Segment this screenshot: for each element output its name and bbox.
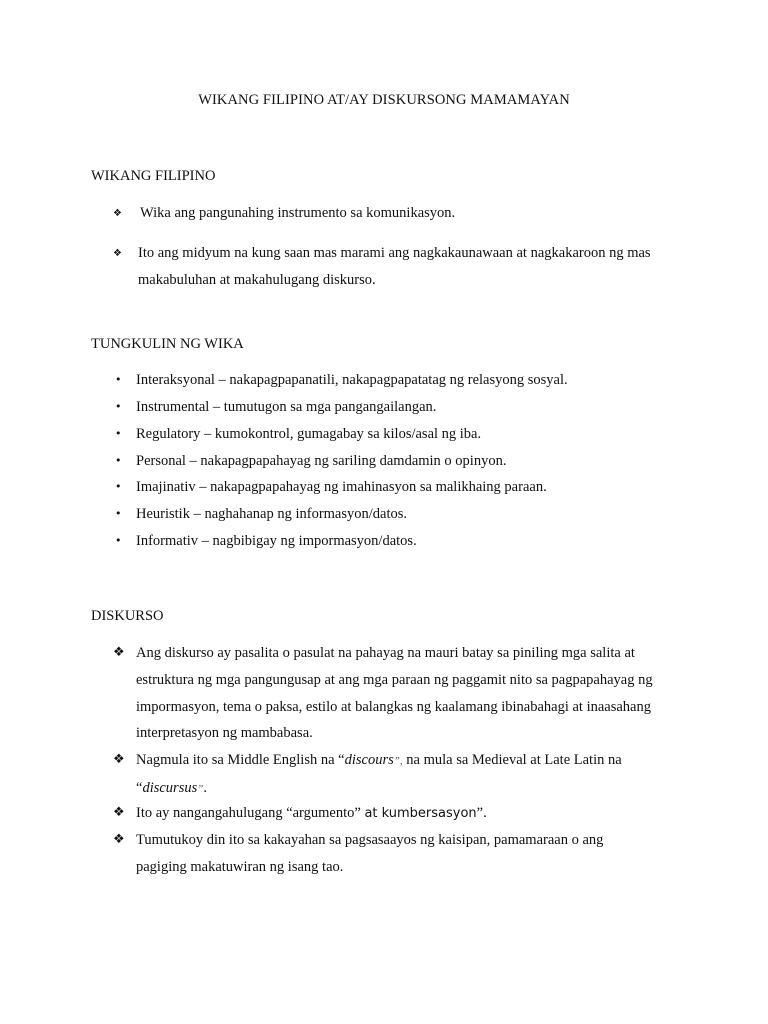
round-dot-bullet-icon: • <box>115 400 122 413</box>
list-item <box>113 448 683 475</box>
list-item-text: estruktura ng mga pangungusap at ang mga paraan ng paggamit nito sa pagpapahayag ng <box>136 671 653 688</box>
section-heading-diskurso: DISKURSO <box>91 608 164 624</box>
list-item <box>113 528 683 555</box>
list-item <box>113 827 683 881</box>
list-item <box>113 394 683 421</box>
list-item-text: na mula sa Medieval at Late Latin na <box>402 752 622 768</box>
term-discours: discours <box>344 752 394 768</box>
list-item-text: Wika ang pangunahing instrumento sa komunikasyon. <box>140 205 456 221</box>
closing-quote: ” <box>197 782 204 795</box>
list-item-text: Heuristik – naghahanap ng informasyon/datos. <box>136 506 408 522</box>
closing-quote: ”, <box>393 755 403 767</box>
list-item <box>113 640 683 747</box>
document-title: WIKANG FILIPINO AT/AY DISKURSONG MAMAMAYAN <box>198 92 570 108</box>
list-item <box>113 200 683 227</box>
list-item <box>113 800 683 828</box>
list-item-text: Interaksyonal – nakapagpapanatili, nakapagpapatatag ng relasyong sosyal. <box>136 372 568 388</box>
list-item-text: makabuluhan at makahulugang diskurso. <box>138 271 376 288</box>
list-item-text: pagiging makatuwiran ng isang tao. <box>136 858 344 875</box>
list-item-text: Nagmula ito sa Middle English na “ <box>136 752 345 768</box>
four-diamond-bullet-icon: ❖ <box>113 645 125 660</box>
list-item <box>113 367 683 394</box>
list-item <box>113 421 683 448</box>
opening-quote: “ <box>136 779 143 796</box>
round-dot-bullet-icon: • <box>115 373 122 386</box>
list-item-text: Imajinativ – nakapagpapahayag ng imahinasyon sa malikhaing paraan. <box>136 479 547 495</box>
list-item <box>113 474 683 501</box>
list-item-text: interpretasyon ng mambabasa. <box>136 725 313 742</box>
four-diamond-bullet-icon: ❖ <box>113 805 125 820</box>
list-item-text: Instrumental – tumutugon sa mga pangangailangan. <box>136 399 437 415</box>
list-item <box>113 501 683 528</box>
list-item-text: Informativ – nagbibigay ng impormasyon/datos. <box>136 533 417 549</box>
list-item-text: ”. <box>476 805 487 821</box>
list-item-text: Ito ang midyum na kung saan mas marami ang nagkakaunawaan at nagkakaroon ng mas <box>138 245 651 261</box>
list-item <box>113 747 683 803</box>
list-item-text: Ang diskurso ay pasalita o pasulat na pahayag na mauri batay sa piniling mga salita at <box>136 645 635 661</box>
four-diamond-bullet-icon: ❖ <box>113 208 122 219</box>
round-dot-bullet-icon: • <box>115 507 122 520</box>
list-item-text: Personal – nakapagpapahayag ng sariling damdamin o opinyon. <box>136 453 507 469</box>
list-item-text: Ito ay nangangahulugang “argumento” <box>136 805 365 821</box>
round-dot-bullet-icon: • <box>115 480 122 493</box>
round-dot-bullet-icon: • <box>115 454 122 467</box>
four-diamond-bullet-icon: ❖ <box>113 832 125 847</box>
section-heading-wikang-filipino: WIKANG FILIPINO <box>91 168 216 184</box>
round-dot-bullet-icon: • <box>115 427 122 440</box>
list-item-text: . <box>203 779 207 796</box>
round-dot-bullet-icon: • <box>115 534 122 547</box>
list-item-text: Regulatory – kumokontrol, gumagabay sa kilos/asal ng iba. <box>136 426 482 442</box>
list-item-text: Tumutukoy din ito sa kakayahan sa pagsasaayos ng kaisipan, pamamaraan o ang <box>136 832 604 848</box>
list-item-text: impormasyon, tema o paksa, estilo at balangkas ng kaalamang ibinabahagi at inaasahang <box>136 698 651 715</box>
list-item-text-sans: at kumbersasyon <box>364 806 477 821</box>
list-item <box>113 240 683 294</box>
section-heading-tungkulin: TUNGKULIN NG WIKA <box>91 336 244 352</box>
four-diamond-bullet-icon: ❖ <box>113 752 125 767</box>
term-discursus: discursus <box>142 779 198 796</box>
four-diamond-bullet-icon: ❖ <box>113 248 122 259</box>
